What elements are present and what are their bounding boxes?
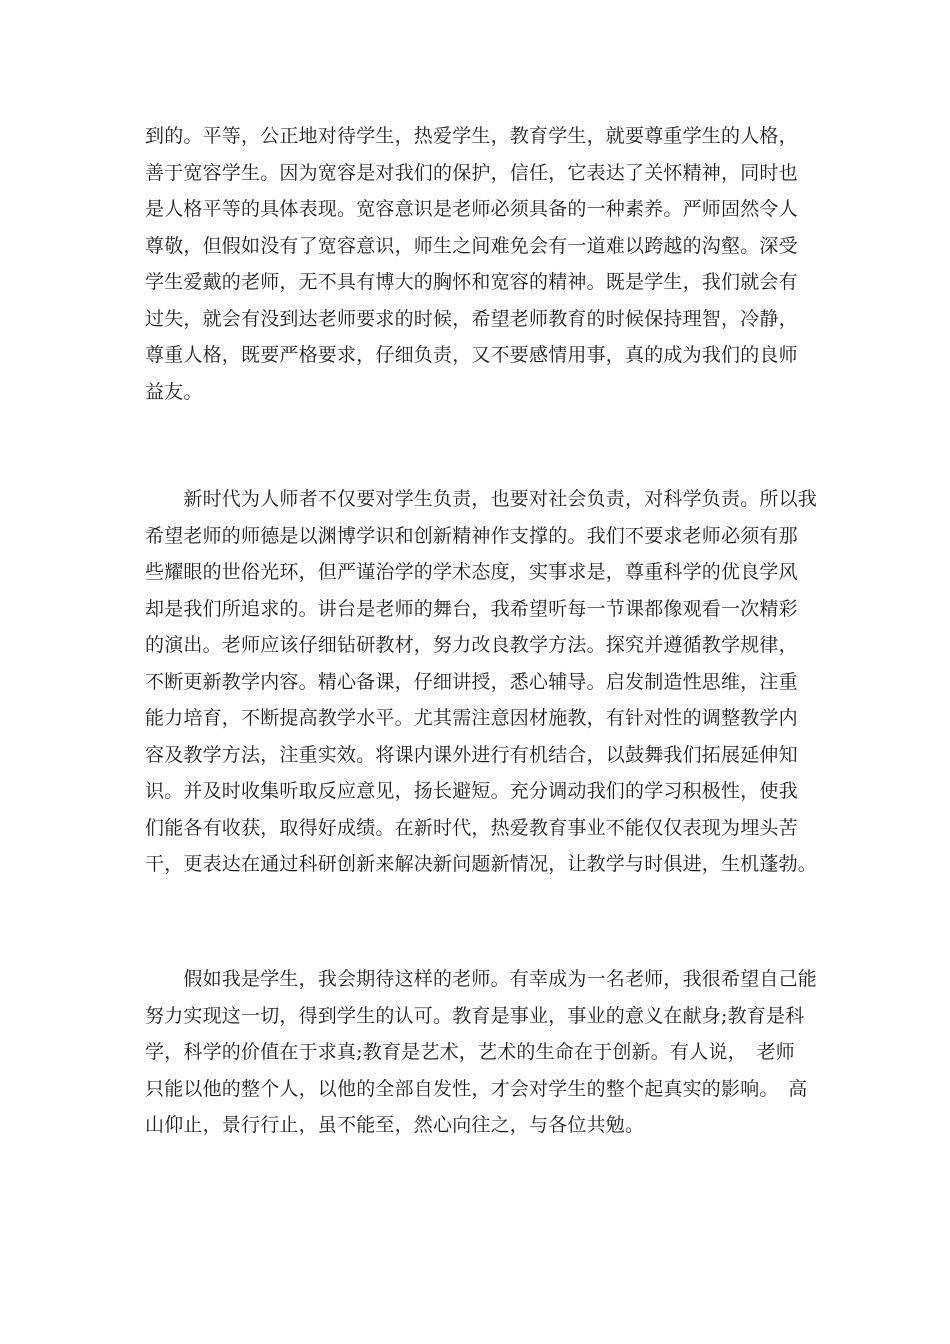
text-line: 到的。平等，公正地对待学生，热爱学生，教育学生，就要尊重学生的人格， [145,125,798,147]
text-line: 是人格平等的具体表现。宽容意识是老师必须具备的一种素养。严师固然令人 [145,198,798,220]
text-line: 们能各有收获，取得好成绩。在新时代，热爱教育事业不能仅仅表现为埋头苦 [145,816,798,839]
text-line: 学，科学的价值在于求真;教育是艺术，艺术的生命在于创新。有人说， 老师 [145,1041,795,1063]
text-line: 的演出。老师应该仔细钻研教材，努力改良教学方法。探究并遵循教学规律， [145,634,798,656]
text-line: 只能以他的整个人，以他的全部自发性，才会对学生的整个起真实的影响。 高 [145,1077,808,1100]
text-line: 尊敬，但假如没有了宽容意识，师生之间难免会有一道难以跨越的沟壑。深受 [145,234,798,257]
text-line: 尊重人格，既要严格要求，仔细负责，又不要感情用事，真的成为我们的良师 [145,344,798,366]
text-line: 容及教学方法，注重实效。将课内课外进行有机结合，以鼓舞我们拓展延伸知 [145,743,798,766]
text-line: 学生爱戴的老师，无不具有博大的胸怀和宽容的精神。既是学生，我们就会有 [145,271,798,293]
text-line: 干，更表达在通过科研创新来解决新问题新情况，让教学与时俱进，生机蓬勃。 [145,853,818,875]
text-line: 新时代为人师者不仅要对学生负责，也要对社会负责，对科学负责。所以我 [145,488,818,510]
text-line: 能力培育，不断提高教学水平。尤其需注意因材施教，有针对性的调整教学内 [145,707,798,729]
text-line: 过失，就会有没到达老师要求的时候，希望老师教育的时候保持理智，冷静， [145,307,798,330]
text-line: 假如我是学生，我会期待这样的老师。有幸成为一名老师，我很希望自己能 [145,968,818,990]
text-line: 希望老师的师德是以渊博学识和创新精神作支撑的。我们不要求老师必须有那 [145,524,798,547]
paragraph-2 [145,481,818,883]
text-line: 努力实现这一切，得到学生的认可。教育是事业，事业的意义在献身;教育是科 [145,1004,805,1027]
text-line: 些耀眼的世俗光环，但严谨治学的学术态度，实事求是，尊重科学的优良学风 [145,561,798,583]
text-line: 善于宽容学生。因为宽容是对我们的保护，信任，它表达了关怀精神，同时也 [145,161,798,184]
text-line: 识。并及时收集听取反应意见，扬长避短。充分调动我们的学习积极性，使我 [145,780,798,802]
paragraph-3 [145,961,818,1144]
text-line: 不断更新教学内容。精心备课，仔细讲授，悉心辅导。启发制造性思维，注重 [145,670,798,693]
paragraph-1 [145,118,810,410]
text-line: 却是我们所追求的。讲台是老师的舞台，我希望听每一节课都像观看一次精彩 [145,597,798,620]
text-line: 益友。 [145,380,203,403]
text-line: 山仰止，景行行止，虽不能至，然心向往之，与各位共勉。 [145,1114,645,1136]
